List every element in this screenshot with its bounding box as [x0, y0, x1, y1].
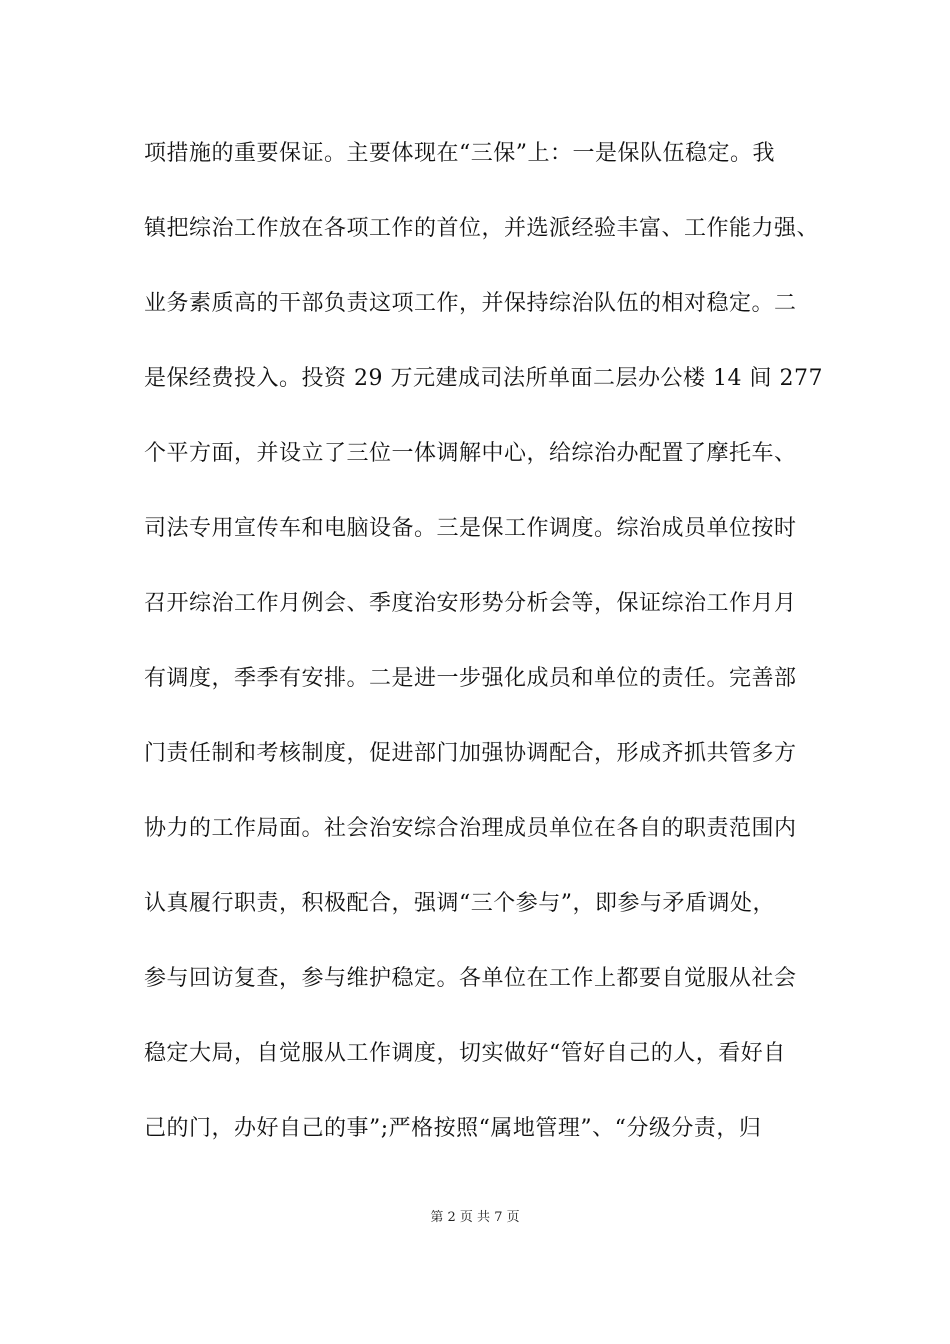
text-line: 门责任制和考核制度，促进部门加强协调配合，形成齐抓共管多方	[144, 741, 797, 766]
text-line: 业务素质高的干部负责这项工作，并保持综治队伍的相对稳定。二	[144, 291, 797, 316]
text-line: 镇把综治工作放在各项工作的首位，并选派经验丰富、工作能力强、	[144, 216, 820, 241]
text-line: 个平方面，并设立了三位一体调解中心，给综治办配置了摩托车、	[144, 441, 797, 466]
text-line: 司法专用宣传车和电脑设备。三是保工作调度。综治成员单位按时	[144, 516, 797, 541]
text-line: 是保经费投入。投资 29 万元建成司法所单面二层办公楼 14 间 277	[144, 366, 823, 391]
text-line: 参与回访复查，参与维护稳定。各单位在工作上都要自觉服从社会	[144, 966, 797, 991]
text-line: 己的门，办好自己的事”;严格按照“属地管理”、“分级分责，归	[144, 1116, 762, 1141]
text-line: 稳定大局，自觉服从工作调度，切实做好“管好自己的人，看好自	[144, 1041, 786, 1066]
text-line: 项措施的重要保证。主要体现在“三保”上：一是保队伍稳定。我	[144, 141, 775, 166]
body-text	[144, 130, 834, 1180]
text-line: 召开综治工作月例会、季度治安形势分析会等，保证综治工作月月	[144, 591, 797, 616]
text-line: 认真履行职责，积极配合，强调“三个参与”，即参与矛盾调处，	[144, 891, 775, 916]
text-line: 协力的工作局面。社会治安综合治理成员单位在各自的职责范围内	[144, 816, 797, 841]
page-number-footer: 第 2 页 共 7 页	[430, 1210, 520, 1225]
text-line: 有调度，季季有安排。二是进一步强化成员和单位的责任。完善部	[144, 666, 797, 691]
